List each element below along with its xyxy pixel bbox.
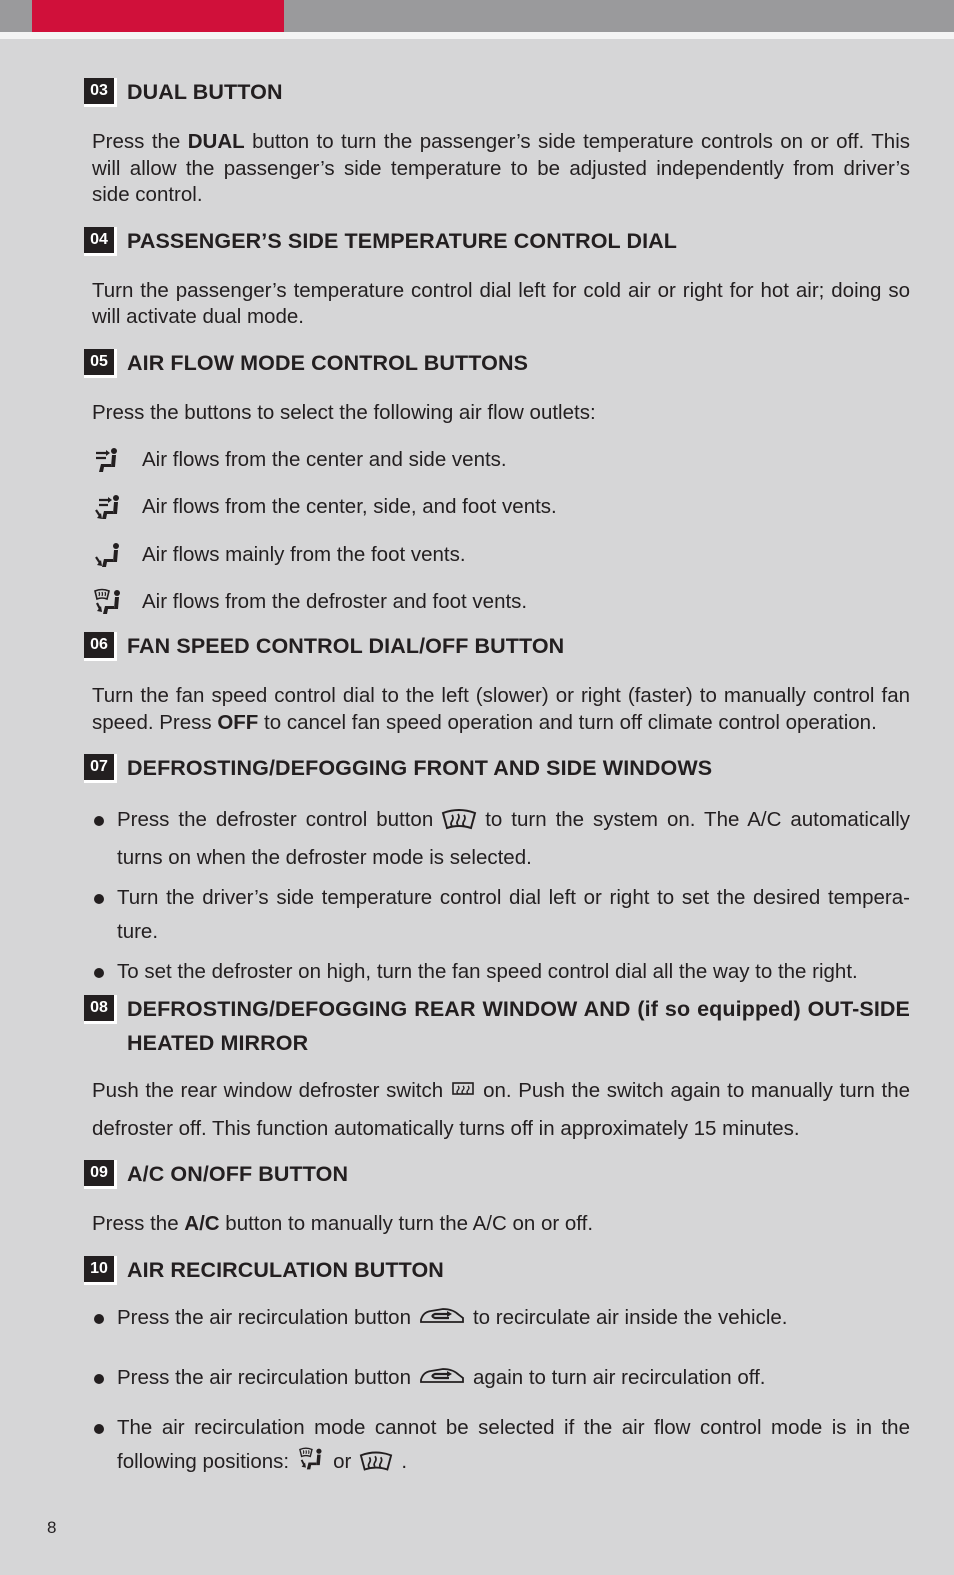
- section-air-flow-mode: [84, 349, 910, 627]
- bullet-list: [92, 803, 910, 989]
- section-defrost-rear: [84, 995, 910, 1146]
- page-number: 8: [47, 1518, 57, 1537]
- section-text: Press the A/C button to manually turn the A/C on or off.: [92, 1212, 594, 1235]
- flow-mode-text: Air flows from the center, side, and foot vents.: [142, 495, 557, 519]
- section-text: Press the DUAL button to turn the passenger’s side temperature controls on or off. This will allow the passenger’s side temperature to be adjusted independently from driver’s side control.: [92, 130, 911, 206]
- rear-defroster-icon: [451, 1078, 475, 1112]
- section-number: 10: [84, 1256, 117, 1285]
- section-text: Press the buttons to select the following air flow outlets:: [92, 400, 596, 424]
- vent-foot-icon: [94, 542, 142, 568]
- section-title: DEFROSTING/DEFOGGING FRONT AND SIDE WINDOWS: [127, 756, 713, 780]
- section-title: AIR RECIRCULATION BUTTON: [127, 1257, 444, 1282]
- flow-mode-text: Air flows mainly from the foot vents.: [142, 542, 466, 566]
- list-item: To set the defroster on high, turn the fan speed control dial all the way to the right.: [92, 955, 910, 989]
- front-defroster-icon: [359, 1449, 393, 1483]
- section-text: Push the rear window defroster switch on. Push the switch again to manually turn the defroster off. This function automatically turns off in approximately 15 minutes.: [92, 1079, 910, 1140]
- recirculation-icon: [419, 1305, 465, 1339]
- list-item: Press the air recirculation button to recirculate air inside the vehicle.: [92, 1301, 910, 1339]
- section-number: 08: [84, 995, 117, 1024]
- list-item: Press the defroster control button to turn the system on. The A/C automatically turns on when the defroster mode is selected.: [92, 803, 910, 875]
- accent-red-tab: [32, 0, 284, 32]
- list-item: Turn the driver’s side temperature control dial left or right to set the desired tempera-ture.: [92, 881, 910, 949]
- section-number: 04: [84, 227, 117, 256]
- flow-mode-row: [94, 436, 910, 484]
- flow-mode-row: [94, 484, 910, 532]
- vent-face-foot-icon: [94, 494, 142, 520]
- section-number: 05: [84, 349, 117, 378]
- section-dual-button: [84, 78, 910, 209]
- flow-mode-row: [94, 579, 910, 627]
- section-title: DUAL BUTTON: [127, 80, 283, 104]
- section-number: 03: [84, 78, 117, 107]
- flow-mode-row: [94, 531, 910, 579]
- recirculation-icon: [419, 1365, 465, 1399]
- vent-face-icon: [94, 447, 142, 473]
- list-item: Press the air recirculation button again to turn air recirculation off.: [92, 1361, 910, 1399]
- vent-defrost-foot-icon: [299, 1446, 325, 1483]
- top-divider: [0, 32, 954, 39]
- front-defroster-icon: [441, 807, 477, 841]
- section-title: DEFROSTING/DEFOGGING REAR WINDOW AND (if so equipped) OUT-SIDE HEATED MIRROR: [127, 997, 910, 1055]
- top-color-bar: [0, 0, 954, 32]
- section-fan-speed: [84, 632, 910, 736]
- page-content: [84, 78, 910, 1489]
- flow-mode-text: Air flows from the defroster and foot vents.: [142, 590, 528, 614]
- section-air-recirculation: [84, 1256, 910, 1483]
- section-text: Turn the fan speed control dial to the left (slower) or right (faster) to manually control fan speed. Press OFF to cancel fan speed operation and turn off climate control operation.: [92, 684, 910, 734]
- bullet-list: [92, 1301, 910, 1483]
- section-number: 09: [84, 1160, 117, 1189]
- section-defrost-front: [84, 754, 910, 989]
- section-passenger-temp-dial: [84, 227, 910, 331]
- list-item: The air recirculation mode cannot be selected if the air flow control mode is in the following positions: or .: [92, 1411, 910, 1483]
- section-title: PASSENGER’S SIDE TEMPERATURE CONTROL DIAL: [127, 228, 678, 253]
- flow-mode-text: Air flows from the center and side vents.: [142, 447, 507, 471]
- section-title: A/C ON/OFF BUTTON: [127, 1162, 349, 1186]
- vent-defrost-foot-icon: [94, 588, 142, 616]
- section-ac-button: [84, 1160, 910, 1238]
- section-title: FAN SPEED CONTROL DIAL/OFF BUTTON: [127, 634, 565, 658]
- section-title: AIR FLOW MODE CONTROL BUTTONS: [127, 350, 529, 375]
- section-text: Turn the passenger’s temperature control dial left for cold air or right for hot air; doing so will activate dual mode.: [92, 278, 910, 328]
- section-number: 06: [84, 632, 117, 661]
- section-number: 07: [84, 754, 117, 783]
